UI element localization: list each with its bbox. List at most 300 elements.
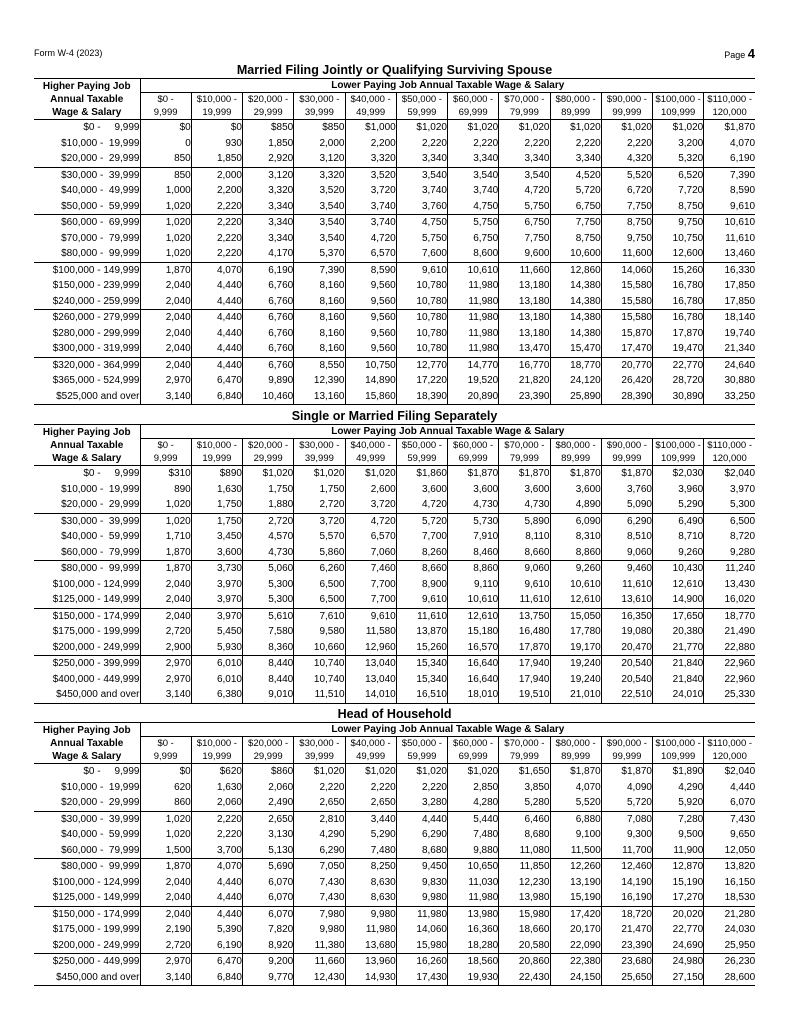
table-cell: 4,290 xyxy=(653,780,704,796)
table-cell: 3,700 xyxy=(191,843,242,859)
wage-range-label: $125,000 - 149,999 xyxy=(34,592,140,608)
wage-range-label: $100,000 - 124,999 xyxy=(52,876,140,888)
table-cell: 23,390 xyxy=(601,938,652,954)
table-cell: 1,750 xyxy=(243,482,294,498)
table-cell: 9,980 xyxy=(345,906,396,922)
table-cell: 11,980 xyxy=(448,890,499,906)
table-cell: 2,040 xyxy=(140,592,191,608)
table-cell: 19,170 xyxy=(550,640,601,656)
table-cell: 1,630 xyxy=(191,482,242,498)
wage-range-label: $0 - 9,999 xyxy=(83,468,140,480)
table-cell: 4,440 xyxy=(191,890,242,906)
table-cell: 10,740 xyxy=(294,672,345,688)
table-cell: 22,770 xyxy=(653,357,704,373)
table-cell: 3,600 xyxy=(448,482,499,498)
table-cell: 11,030 xyxy=(448,875,499,891)
wage-range-label: $450,000 and over xyxy=(34,687,140,703)
table-cell: 3,600 xyxy=(499,482,550,498)
table-row xyxy=(34,215,755,231)
table-cell: $860 xyxy=(243,764,294,780)
table-cell: 2,040 xyxy=(140,357,191,373)
table-cell: 7,080 xyxy=(601,811,652,827)
table-cell: 2,220 xyxy=(191,811,242,827)
table-cell: 21,820 xyxy=(499,373,550,389)
table-cell: 28,390 xyxy=(601,389,652,405)
table-cell: 5,300 xyxy=(243,577,294,593)
table-cell: 3,320 xyxy=(345,151,396,167)
table-cell: 3,200 xyxy=(653,136,704,152)
table-cell: 14,890 xyxy=(345,373,396,389)
table-cell: 17,850 xyxy=(704,294,755,310)
table-cell: 20,020 xyxy=(653,906,704,922)
table-cell: 21,490 xyxy=(704,624,755,640)
table-cell: 7,480 xyxy=(345,843,396,859)
table-cell: 930 xyxy=(191,136,242,152)
table-cell: 2,220 xyxy=(345,780,396,796)
table-cell: 17,940 xyxy=(499,656,550,672)
table-cell: 7,480 xyxy=(448,827,499,843)
table-cell: 17,850 xyxy=(704,278,755,294)
table-cell: 22,510 xyxy=(601,687,652,703)
table-cell: 5,370 xyxy=(294,246,345,262)
column-header: $80,000 - 89,999 xyxy=(550,439,601,466)
wage-range-label: $40,000 - 49,999 xyxy=(61,185,140,197)
table-cell: 12,610 xyxy=(653,577,704,593)
table-cell: 23,390 xyxy=(499,389,550,405)
table-cell: 2,040 xyxy=(140,326,191,342)
table-cell: 3,720 xyxy=(345,497,396,513)
table-cell: 2,810 xyxy=(294,811,345,827)
column-header: $30,000 - 39,999 xyxy=(294,439,345,466)
table-cell: $310 xyxy=(140,466,191,482)
table-cell: 2,220 xyxy=(601,136,652,152)
table-cell: 4,720 xyxy=(499,183,550,199)
table-cell: 7,700 xyxy=(345,577,396,593)
table-cell: 3,320 xyxy=(294,167,345,183)
table-cell: 14,770 xyxy=(448,357,499,373)
table-cell: 6,880 xyxy=(550,811,601,827)
table-cell: 7,600 xyxy=(396,246,447,262)
table-cell: 9,200 xyxy=(243,954,294,970)
table-cell: 1,870 xyxy=(140,561,191,577)
table-cell: 5,890 xyxy=(499,513,550,529)
table-cell: 2,220 xyxy=(191,231,242,247)
table-cell: 7,750 xyxy=(499,231,550,247)
table-cell: 24,640 xyxy=(704,357,755,373)
column-header: $0 - 9,999 xyxy=(140,93,191,120)
table-cell: 2,040 xyxy=(140,310,191,326)
table-cell: 9,560 xyxy=(345,294,396,310)
table-row xyxy=(34,513,755,529)
table-cell: 10,430 xyxy=(653,561,704,577)
table-title: Single or Married Filing Separately xyxy=(34,409,755,425)
table-row xyxy=(34,373,755,389)
table-row xyxy=(34,592,755,608)
table-cell: 15,190 xyxy=(653,875,704,891)
table-cell: 25,330 xyxy=(704,687,755,703)
table-cell: 13,040 xyxy=(345,656,396,672)
table-cell: 25,890 xyxy=(550,389,601,405)
table-cell: 5,750 xyxy=(396,231,447,247)
table-cell: 12,870 xyxy=(653,859,704,875)
table-cell: 13,870 xyxy=(396,624,447,640)
table-cell: 12,260 xyxy=(550,859,601,875)
table-cell: 1,020 xyxy=(140,827,191,843)
wage-range-label: $80,000 - 99,999 xyxy=(61,563,140,575)
table-cell: 4,730 xyxy=(243,545,294,561)
table-row xyxy=(34,167,755,183)
wage-range-label: $320,000 - 364,999 xyxy=(52,359,140,371)
table-cell: 5,920 xyxy=(653,795,704,811)
table-cell: 13,460 xyxy=(704,246,755,262)
table-cell: 7,980 xyxy=(294,906,345,922)
table-cell: 6,760 xyxy=(243,357,294,373)
table-cell: 17,430 xyxy=(396,970,447,986)
table-cell: 1,000 xyxy=(140,183,191,199)
table-cell: 19,520 xyxy=(448,373,499,389)
table-cell: 4,440 xyxy=(191,294,242,310)
table-row xyxy=(34,341,755,357)
table-cell: $1,020 xyxy=(653,120,704,136)
table-cell: 3,720 xyxy=(294,513,345,529)
table-cell: 17,420 xyxy=(550,906,601,922)
page-indicator: Page 4 xyxy=(724,46,755,61)
table-cell: 4,070 xyxy=(191,859,242,875)
table-cell: 21,280 xyxy=(704,906,755,922)
table-cell: 6,290 xyxy=(396,827,447,843)
table-row xyxy=(34,294,755,310)
table-cell: 10,610 xyxy=(448,592,499,608)
table-cell: $1,650 xyxy=(499,764,550,780)
table-cell: 7,910 xyxy=(448,529,499,545)
table-cell: 9,830 xyxy=(396,875,447,891)
table-cell: 7,430 xyxy=(704,811,755,827)
table-cell: 12,390 xyxy=(294,373,345,389)
table-cell: 20,170 xyxy=(550,922,601,938)
table-cell: 27,150 xyxy=(653,970,704,986)
higher-paying-header: Higher Paying Job Annual Taxable Wage & Salary xyxy=(34,79,140,120)
table-cell: 22,380 xyxy=(550,954,601,970)
table-cell: 6,290 xyxy=(294,843,345,859)
table-cell: 14,380 xyxy=(550,310,601,326)
table-cell: 9,980 xyxy=(294,922,345,938)
table-cell: 10,780 xyxy=(396,294,447,310)
table-row xyxy=(34,310,755,326)
withholding-table xyxy=(34,63,755,405)
table-row xyxy=(34,545,755,561)
table-cell: $1,020 xyxy=(499,120,550,136)
table-cell: 24,120 xyxy=(550,373,601,389)
table-cell: $1,020 xyxy=(243,466,294,482)
table-cell: 15,050 xyxy=(550,608,601,624)
table-cell: 8,860 xyxy=(550,545,601,561)
table-cell: 2,970 xyxy=(140,672,191,688)
table-cell: 4,730 xyxy=(499,497,550,513)
table-cell: 3,600 xyxy=(396,482,447,498)
table-cell: 6,190 xyxy=(243,262,294,278)
table-cell: 8,360 xyxy=(243,640,294,656)
table-cell: 7,460 xyxy=(345,561,396,577)
table-cell: 7,430 xyxy=(294,890,345,906)
table-cell: 20,540 xyxy=(601,672,652,688)
table-cell: 21,340 xyxy=(704,341,755,357)
table-cell: 9,980 xyxy=(396,890,447,906)
table-cell: 15,860 xyxy=(345,389,396,405)
table-cell: 22,960 xyxy=(704,672,755,688)
table-cell: 4,320 xyxy=(601,151,652,167)
higher-paying-header: Higher Paying Job Annual Taxable Wage & Salary xyxy=(34,425,140,466)
table-cell: 8,900 xyxy=(396,577,447,593)
table-cell: 9,460 xyxy=(601,561,652,577)
table-cell: 6,570 xyxy=(345,246,396,262)
table-cell: 12,050 xyxy=(704,843,755,859)
table-cell: 19,240 xyxy=(550,672,601,688)
table-cell: 6,760 xyxy=(243,294,294,310)
table-cell: 7,700 xyxy=(345,592,396,608)
table-cell: 9,260 xyxy=(653,545,704,561)
table-cell: 18,280 xyxy=(448,938,499,954)
table-cell: 3,540 xyxy=(294,215,345,231)
table-cell: 10,780 xyxy=(396,278,447,294)
column-header: $90,000 - 99,999 xyxy=(601,737,652,764)
table-cell: 13,960 xyxy=(345,954,396,970)
table-cell: 7,390 xyxy=(704,167,755,183)
table-cell: 2,720 xyxy=(243,513,294,529)
table-cell: 2,190 xyxy=(140,922,191,938)
wage-range-label: $175,000 - 199,999 xyxy=(52,924,140,936)
table-cell: 2,720 xyxy=(294,497,345,513)
table-cell: 9,600 xyxy=(499,246,550,262)
table-row xyxy=(34,136,755,152)
lower-paying-header: Lower Paying Job Annual Taxable Wage & Salary xyxy=(140,723,755,737)
table-row xyxy=(34,890,755,906)
table-cell: 11,600 xyxy=(601,246,652,262)
table-cell: 11,660 xyxy=(294,954,345,970)
table-cell: 14,380 xyxy=(550,294,601,310)
table-cell: 3,340 xyxy=(396,151,447,167)
table-cell: 6,500 xyxy=(294,592,345,608)
table-cell: 9,560 xyxy=(345,310,396,326)
table-cell: 6,490 xyxy=(653,513,704,529)
table-cell: 3,740 xyxy=(396,183,447,199)
table-cell: 10,610 xyxy=(448,262,499,278)
table-cell: 16,780 xyxy=(653,310,704,326)
column-header: $20,000 - 29,999 xyxy=(243,439,294,466)
table-cell: 20,540 xyxy=(601,656,652,672)
table-cell: 6,470 xyxy=(191,954,242,970)
table-cell: 7,060 xyxy=(345,545,396,561)
table-cell: 2,220 xyxy=(191,827,242,843)
table-cell: 2,970 xyxy=(140,656,191,672)
table-cell: 2,220 xyxy=(191,215,242,231)
table-cell: 3,540 xyxy=(294,231,345,247)
table-cell: 13,040 xyxy=(345,672,396,688)
table-cell: 6,750 xyxy=(499,215,550,231)
table-cell: 18,010 xyxy=(448,687,499,703)
table-cell: 3,140 xyxy=(140,389,191,405)
table-cell: 6,190 xyxy=(704,151,755,167)
table-cell: 4,720 xyxy=(396,497,447,513)
table-cell: 2,060 xyxy=(191,795,242,811)
table-cell: 2,220 xyxy=(550,136,601,152)
table-cell: 14,190 xyxy=(601,875,652,891)
wage-range-label: $450,000 and over xyxy=(34,970,140,986)
table-cell: 11,980 xyxy=(448,310,499,326)
table-cell: 6,070 xyxy=(243,875,294,891)
table-cell: 22,880 xyxy=(704,640,755,656)
table-cell: 3,970 xyxy=(704,482,755,498)
wage-range-label: $40,000 - 59,999 xyxy=(61,829,140,841)
table-cell: 2,220 xyxy=(396,780,447,796)
wage-range-label: $150,000 - 239,999 xyxy=(52,280,140,292)
table-cell: 620 xyxy=(140,780,191,796)
table-cell: $1,860 xyxy=(396,466,447,482)
table-cell: 3,340 xyxy=(243,215,294,231)
table-cell: 9,880 xyxy=(448,843,499,859)
table-cell: 19,740 xyxy=(704,326,755,342)
table-cell: 9,300 xyxy=(601,827,652,843)
table-cell: 3,120 xyxy=(294,151,345,167)
column-header: $40,000 - 49,999 xyxy=(345,737,396,764)
lower-paying-header: Lower Paying Job Annual Taxable Wage & Salary xyxy=(140,79,755,93)
table-cell: 13,160 xyxy=(294,389,345,405)
table-cell: 12,610 xyxy=(448,608,499,624)
table-cell: 1,710 xyxy=(140,529,191,545)
table-cell: 2,650 xyxy=(345,795,396,811)
table-cell: 14,930 xyxy=(345,970,396,986)
table-cell: 6,840 xyxy=(191,389,242,405)
table-cell: 17,780 xyxy=(550,624,601,640)
table-cell: 16,150 xyxy=(704,875,755,891)
table-cell: 13,470 xyxy=(499,341,550,357)
table-cell: 2,200 xyxy=(345,136,396,152)
table-cell: 8,660 xyxy=(396,561,447,577)
wage-range-label: $30,000 - 39,999 xyxy=(61,515,140,527)
table-cell: 6,090 xyxy=(550,513,601,529)
table-cell: 2,040 xyxy=(140,875,191,891)
table-cell: 18,770 xyxy=(704,608,755,624)
table-cell: 25,650 xyxy=(601,970,652,986)
table-row xyxy=(34,875,755,891)
table-cell: 6,520 xyxy=(653,167,704,183)
table-cell: 4,170 xyxy=(243,246,294,262)
table-cell: 22,960 xyxy=(704,656,755,672)
wage-range-label: $400,000 - 449,999 xyxy=(52,673,140,685)
table-cell: 2,000 xyxy=(294,136,345,152)
table-cell: $0 xyxy=(191,120,242,136)
wage-range-label: $50,000 - 59,999 xyxy=(34,199,140,215)
table-cell: 21,840 xyxy=(653,656,704,672)
table-cell: 15,870 xyxy=(601,326,652,342)
table-cell: 13,680 xyxy=(345,938,396,954)
table-cell: 4,440 xyxy=(191,906,242,922)
table-cell: 10,610 xyxy=(704,215,755,231)
table-cell: 5,720 xyxy=(396,513,447,529)
column-header: $100,000 - 109,999 xyxy=(653,737,704,764)
table-cell: 3,340 xyxy=(550,151,601,167)
table-cell: 20,860 xyxy=(499,954,550,970)
table-cell: 4,570 xyxy=(243,529,294,545)
wage-range-label: $525,000 and over xyxy=(34,389,140,405)
table-cell: 11,380 xyxy=(294,938,345,954)
table-cell: 21,770 xyxy=(653,640,704,656)
table-cell: 11,510 xyxy=(294,687,345,703)
wage-range-label: $70,000 - 79,999 xyxy=(61,232,140,244)
table-cell: 3,340 xyxy=(243,199,294,215)
table-cell: $1,890 xyxy=(653,764,704,780)
table-cell: 5,440 xyxy=(448,811,499,827)
table-cell: 6,720 xyxy=(601,183,652,199)
table-row xyxy=(34,672,755,688)
table-cell: 9,610 xyxy=(396,262,447,278)
table-cell: 18,530 xyxy=(704,890,755,906)
table-cell: 1,750 xyxy=(294,482,345,498)
table-cell: 3,340 xyxy=(448,151,499,167)
table-cell: 5,300 xyxy=(243,592,294,608)
table-cell: 2,040 xyxy=(140,608,191,624)
table-cell: 13,980 xyxy=(499,890,550,906)
column-header: $30,000 - 39,999 xyxy=(294,737,345,764)
table-cell: 11,980 xyxy=(396,906,447,922)
table-cell: 2,600 xyxy=(345,482,396,498)
table-cell: 2,040 xyxy=(140,890,191,906)
table-cell: 17,870 xyxy=(499,640,550,656)
wage-range-label: $30,000 - 39,999 xyxy=(61,813,140,825)
table-cell: 2,200 xyxy=(191,183,242,199)
table-cell: 4,070 xyxy=(704,136,755,152)
table-cell: 4,070 xyxy=(191,262,242,278)
table-row xyxy=(34,151,755,167)
table-cell: 19,930 xyxy=(448,970,499,986)
table-cell: 9,060 xyxy=(601,545,652,561)
table-cell: 1,850 xyxy=(191,151,242,167)
table-cell: 3,970 xyxy=(191,608,242,624)
table-row xyxy=(34,922,755,938)
table-cell: 8,250 xyxy=(345,859,396,875)
table-cell: 24,980 xyxy=(653,954,704,970)
table-row xyxy=(34,640,755,656)
table-cell: 7,050 xyxy=(294,859,345,875)
table-cell: $1,870 xyxy=(550,764,601,780)
table-cell: 5,320 xyxy=(653,151,704,167)
table-row xyxy=(34,906,755,922)
table-cell: 26,230 xyxy=(704,954,755,970)
table-cell: 1,500 xyxy=(140,843,191,859)
table-row xyxy=(34,780,755,796)
wage-range-label: $0 - 9,999 xyxy=(83,122,140,134)
table-cell: 22,770 xyxy=(653,922,704,938)
table-cell: 15,580 xyxy=(601,310,652,326)
table-cell: 4,440 xyxy=(704,780,755,796)
table-cell: 3,970 xyxy=(191,592,242,608)
table-cell: 14,010 xyxy=(345,687,396,703)
table-cell: 30,890 xyxy=(653,389,704,405)
table-row xyxy=(34,656,755,672)
table-cell: 6,070 xyxy=(243,906,294,922)
table-row xyxy=(34,497,755,513)
table-cell: 7,610 xyxy=(294,608,345,624)
table-row xyxy=(34,577,755,593)
table-cell: 6,570 xyxy=(345,529,396,545)
column-header: $10,000 - 19,999 xyxy=(191,737,242,764)
table-cell: 18,390 xyxy=(396,389,447,405)
table-cell: 11,610 xyxy=(499,592,550,608)
wage-range-label: $10,000 - 19,999 xyxy=(61,483,140,495)
table-cell: $2,040 xyxy=(704,764,755,780)
table-cell: 9,580 xyxy=(294,624,345,640)
table-cell: 13,180 xyxy=(499,294,550,310)
table-cell: 5,090 xyxy=(601,497,652,513)
